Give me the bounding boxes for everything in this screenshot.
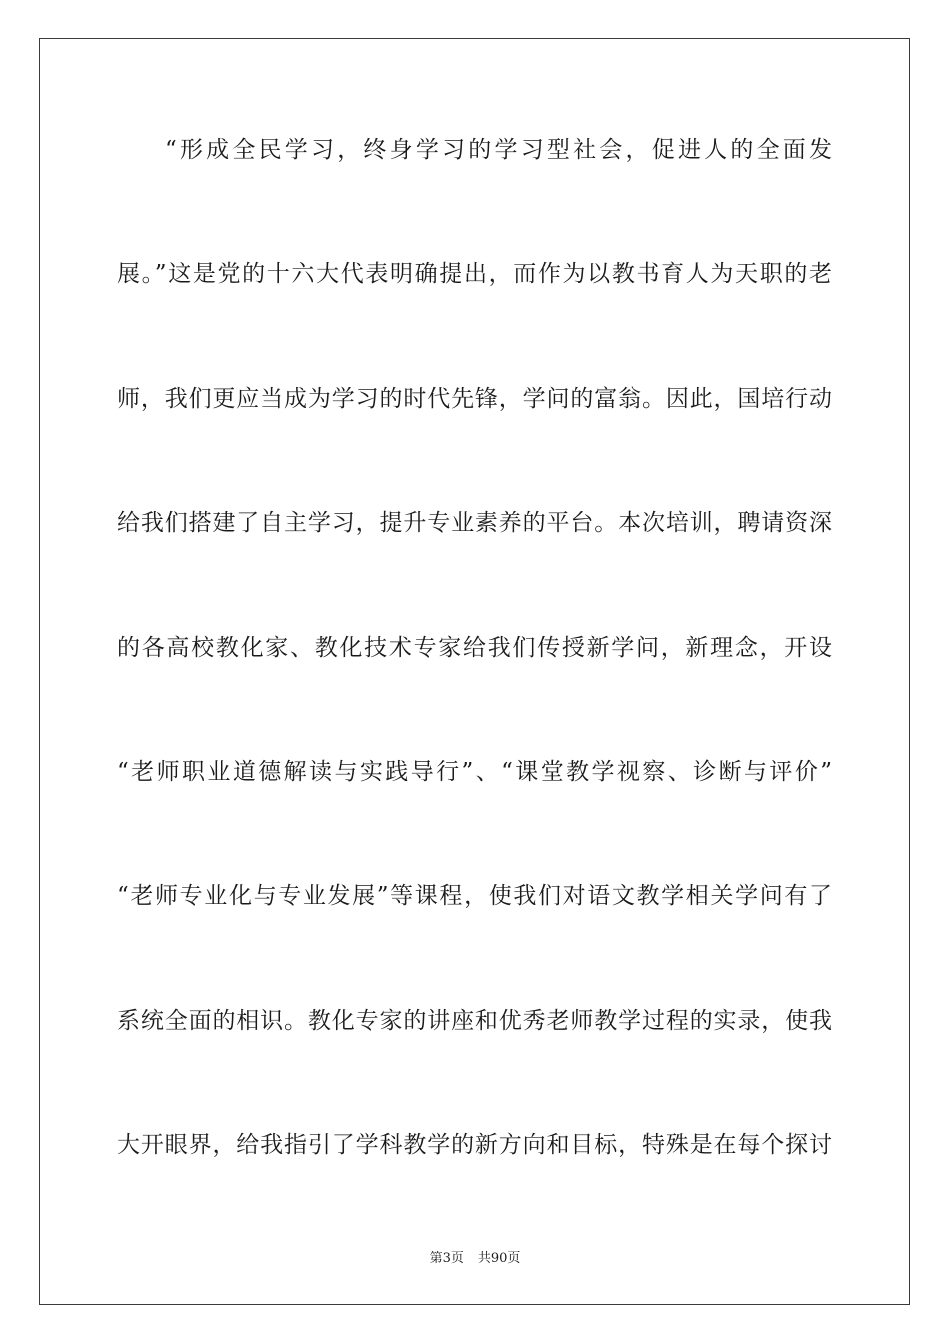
paragraph-line-4: 给我们搭建了自主学习，提升专业素养的平台。本次培训，聘请资深 xyxy=(117,510,832,536)
page-total: 共90页 xyxy=(477,1251,521,1266)
paragraph-line-7: “老师专业化与专业发展”等课程，使我们对语文教学相关学问有了 xyxy=(117,883,832,909)
paragraph-line-6: “老师职业道德解读与实践导行”、“课堂教学视察、诊断与评价” xyxy=(117,759,832,785)
page-border xyxy=(39,38,910,1305)
page-number: 第3页 xyxy=(429,1251,464,1266)
paragraph-line-2: 展。”这是党的十六大代表明确提出，而作为以教书育人为天职的老 xyxy=(117,261,832,287)
paragraph-line-5: 的各高校教化家、教化技术专家给我们传授新学问，新理念，开设 xyxy=(117,635,832,661)
page-footer xyxy=(0,1247,950,1266)
paragraph-line-9: 大开眼界，给我指引了学科教学的新方向和目标，特殊是在每个探讨 xyxy=(117,1132,832,1158)
paragraph-line-3: 师，我们更应当成为学习的时代先锋，学问的富翁。因此，国培行动 xyxy=(117,386,832,412)
paragraph-line-8: 系统全面的相识。教化专家的讲座和优秀老师教学过程的实录，使我 xyxy=(117,1008,832,1034)
paragraph-line-1: “形成全民学习，终身学习的学习型社会，促进人的全面发 xyxy=(165,137,832,163)
